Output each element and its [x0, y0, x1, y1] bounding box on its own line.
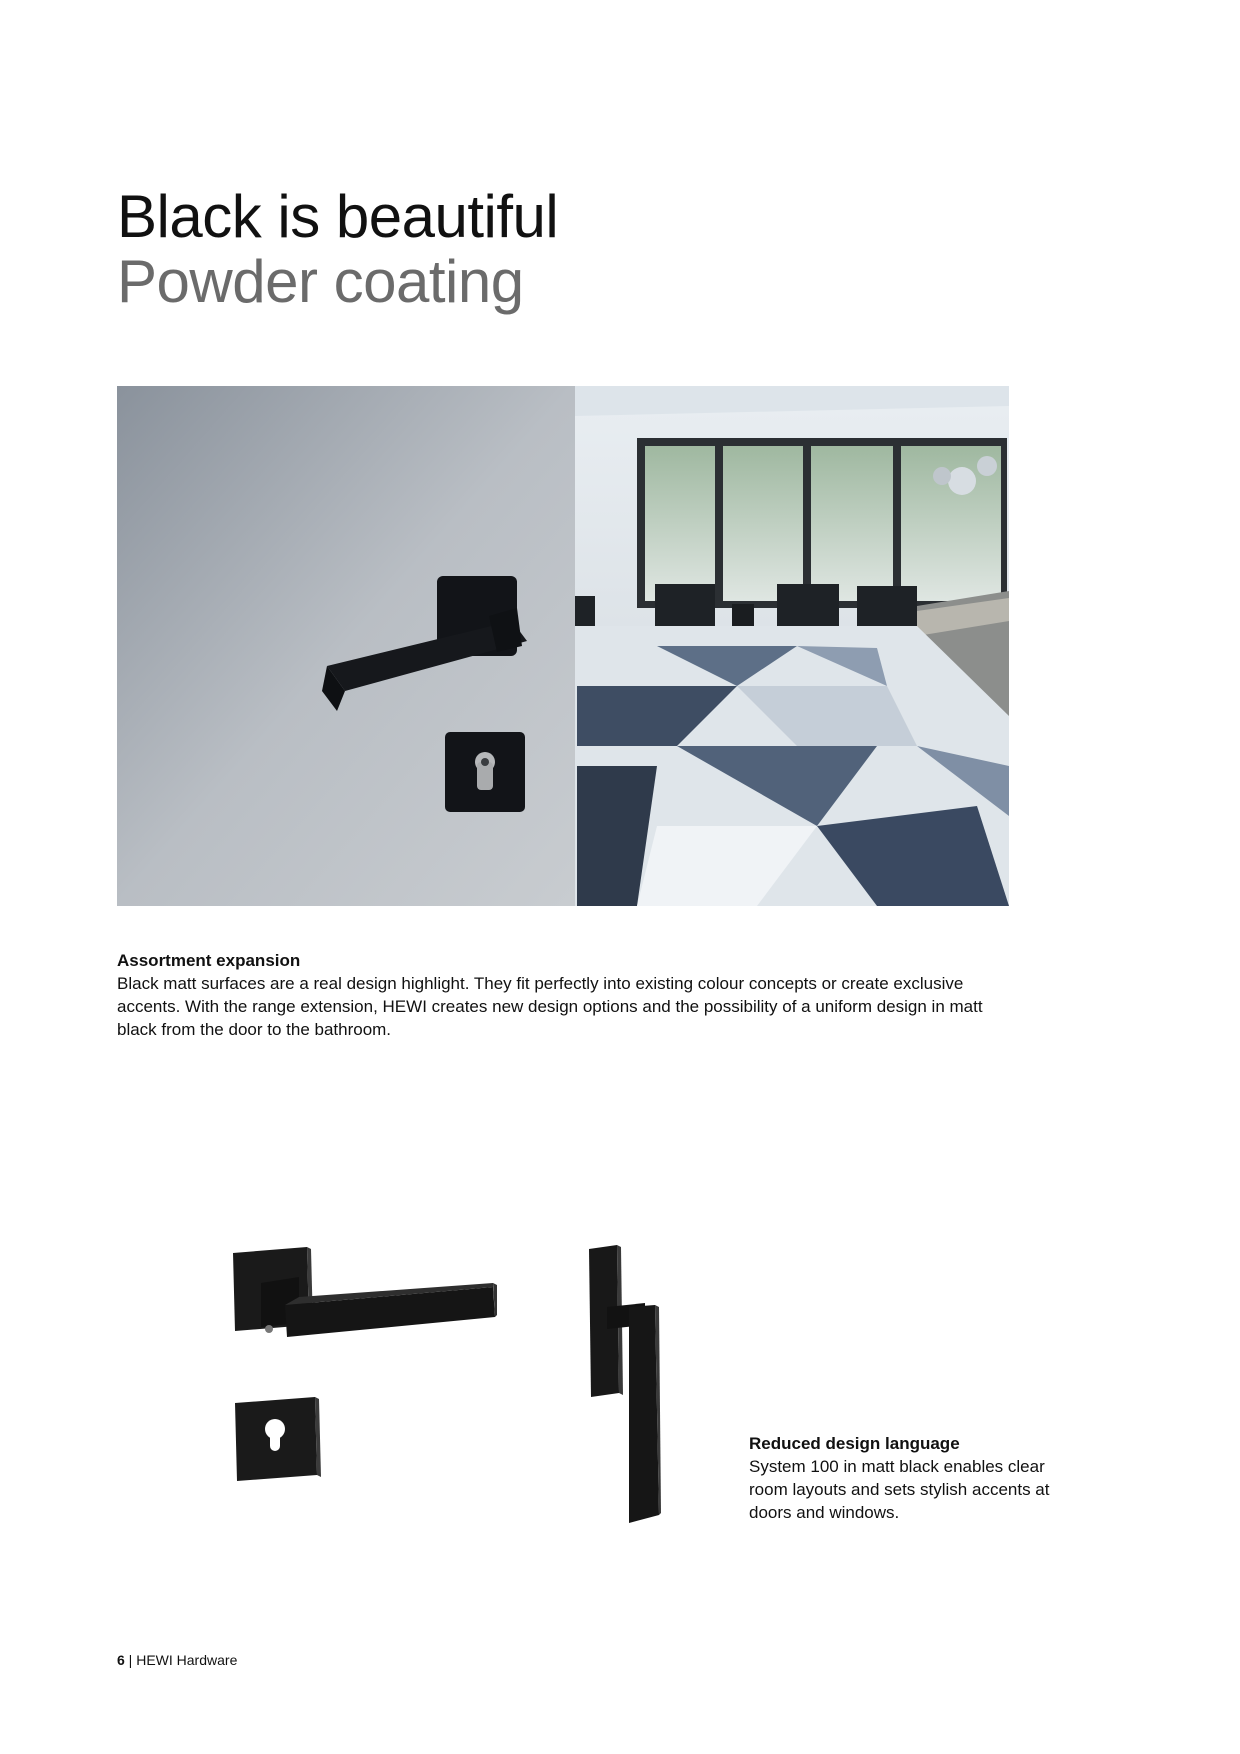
- lever-handle-icon: [261, 1277, 497, 1337]
- section-heading: Assortment expansion: [117, 951, 301, 970]
- page-title: Black is beautiful: [117, 183, 559, 250]
- assortment-section: [117, 950, 1017, 1041]
- page-number: 6: [117, 1652, 125, 1668]
- escutcheon-icon: [235, 1397, 321, 1481]
- footer-brand: HEWI Hardware: [136, 1652, 238, 1668]
- product-illustration: [225, 1245, 685, 1525]
- section-body: Black matt surfaces are a real design highlight. They fit perfectly into existing colour concepts or create exclusive accents. With the range extension, HEWI creates new design options and the possibility of a uniform design in matt black from the door to the bathroom.: [117, 974, 983, 1039]
- footer-separator: |: [124, 1652, 137, 1668]
- page-subtitle: Powder coating: [117, 248, 524, 315]
- section-heading: Reduced design language: [749, 1434, 960, 1453]
- window-handle-icon: [589, 1245, 661, 1523]
- hero-photo: [117, 386, 1009, 906]
- page-footer: [117, 1651, 237, 1669]
- design-language-section: [749, 1433, 1079, 1524]
- section-body: System 100 in matt black enables clear room layouts and sets stylish accents at doors and windows.: [749, 1457, 1050, 1522]
